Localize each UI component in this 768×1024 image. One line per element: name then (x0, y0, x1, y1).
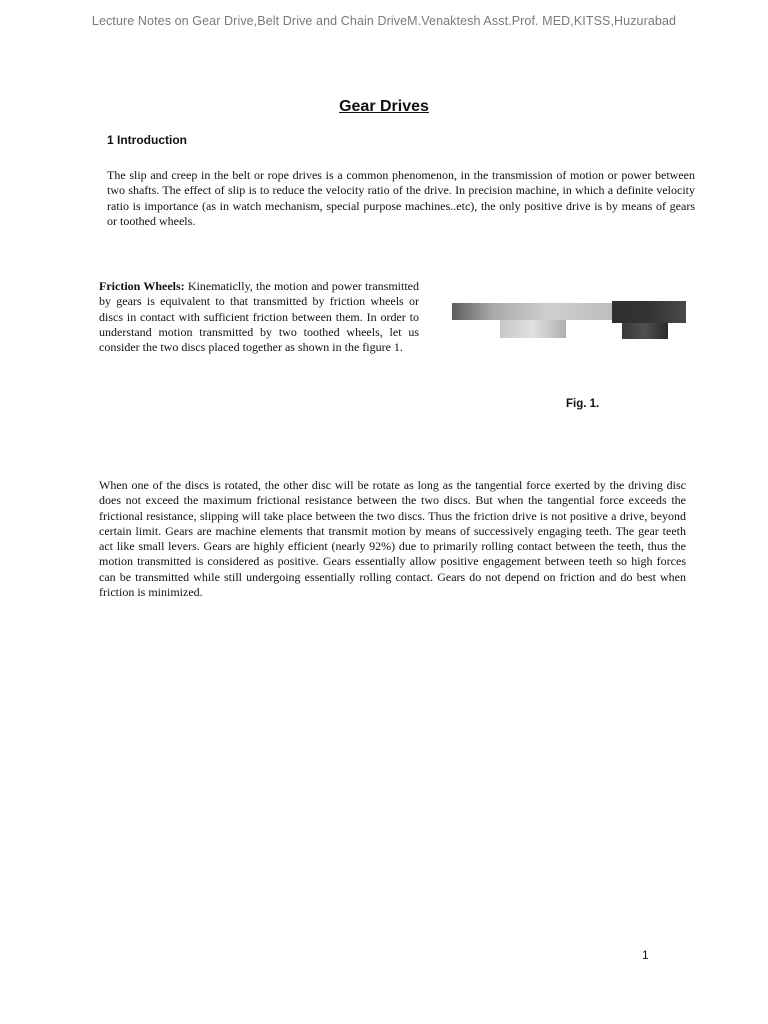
section-heading: 1 Introduction (107, 133, 187, 147)
driven-disc-hub (622, 323, 668, 339)
friction-wheels-paragraph (99, 279, 419, 355)
page-title: Gear Drives (339, 98, 429, 115)
driving-disc (452, 303, 614, 320)
friction-wheels-label: Friction Wheels: (99, 279, 185, 293)
driven-disc (612, 301, 686, 323)
driving-disc-hub (500, 320, 566, 338)
friction-wheels-text: Kinematiclly, the motion and power transmitted by gears is equivalent to that transmitted by friction wheels or discs in contact with sufficient friction between them. In order to understand motion transmitted by two toothed wheels, let us consider the two discs placed together as shown in the figure 1. (99, 279, 419, 355)
figure-caption: Fig. 1. (566, 398, 600, 410)
friction-discs-figure (452, 300, 686, 340)
page-number: 1 (642, 948, 649, 962)
running-header: Lecture Notes on Gear Drive,Belt Drive and Chain DriveM.Venaktesh Asst.Prof. MED,KITSS,Huzurabad (91, 14, 677, 28)
intro-paragraph: The slip and creep in the belt or rope drives is a common phenomenon, in the transmission of motion or power between two shafts. The effect of slip is to reduce the velocity ratio of the drive. In precision machine, in which a definite velocity ratio is importance (as in watch mechanism, special purpose machines..etc), the only positive drive is by means of gears or toothed wheels. (107, 168, 695, 228)
gear-explanation-paragraph: When one of the discs is rotated, the other disc will be rotate as long as the tangential force exerted by the driving disc does not exceed the maximum frictional resistance between the two discs. But when the tangential force exceeds the frictional resistance, slipping will take place between the two discs. Thus the friction drive is not positive a drive, beyond certain limit. Gears are machine elements that transmit motion by means of successively engaging teeth. The gear teeth act like small levers. Gears are highly efficient (nearly 92%) due to primarily rolling contact between the teeth, thus the motion transmitted is considered as positive. Gears essentially allow positive engagement between teeth so high forces can be transmitted while still undergoing essentially rolling contact. Gears do not depend on friction and do best when friction is minimized. (99, 478, 686, 600)
